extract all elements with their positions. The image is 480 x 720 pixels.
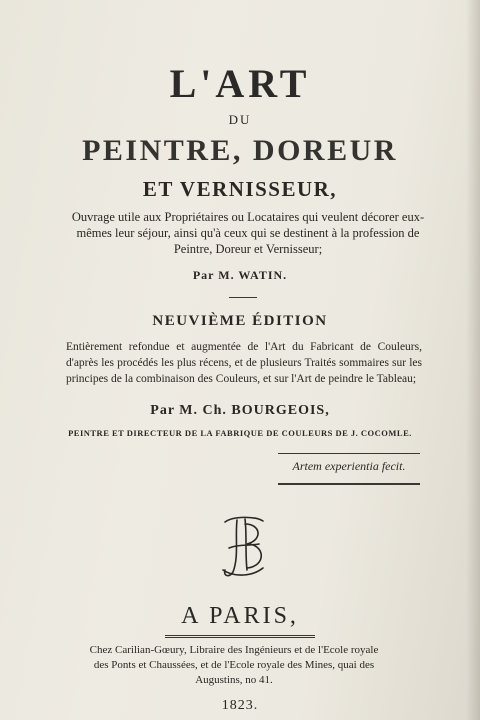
title-connector: DU	[228, 112, 252, 127]
motto: Artem experientia fecit.	[292, 459, 406, 473]
imprint-rule-2	[165, 637, 315, 638]
imprint-rule-1	[165, 635, 315, 636]
motto-rule-top	[278, 453, 420, 454]
divider-short	[229, 297, 257, 298]
reviser-line: Par M. Ch. BOURGEOIS,	[150, 403, 330, 418]
motto-rule-bottom	[278, 483, 420, 485]
printer-monogram-icon	[215, 512, 271, 582]
title-line-1: L'ART	[169, 61, 311, 106]
title-line-3: ET VERNISSEUR,	[142, 177, 338, 201]
publisher-imprint: Chez Carilian-Gœury, Libraire des Ingénieurs et de l'Ecole royale des Ponts et Chaussées, et de l'Ecole royale des Mines, quai des Augustins, no 41.	[89, 644, 379, 686]
edition-description: Entièrement refondue et augmentée de l'Art du Fabricant de Couleurs, d'après les procédés les plus récens, et de plusieurs Traités sommaires sur les principes de la combinaison des Couleurs, et sur l'Art de peindre le Tableau;	[66, 341, 422, 385]
title-line-2: PEINTRE, DOREUR	[82, 134, 398, 167]
author-line: Par M. WATIN.	[192, 268, 288, 282]
subtitle: Ouvrage utile aux Propriétaires ou Locataires qui veulent décorer eux-mêmes leur séjour, ainsi qu'à ceux qui se destinent à la profession de Peintre, Doreur et Vernisseur;	[71, 210, 425, 256]
place-of-publication: A PARIS,	[181, 603, 299, 629]
edition-heading: NEUVIÈME ÉDITION	[152, 313, 328, 329]
reviser-title: PEINTRE ET DIRECTEUR DE LA FABRIQUE DE COULEURS DE J. COCOMLE.	[68, 428, 412, 438]
publication-year: 1823.	[221, 698, 259, 713]
